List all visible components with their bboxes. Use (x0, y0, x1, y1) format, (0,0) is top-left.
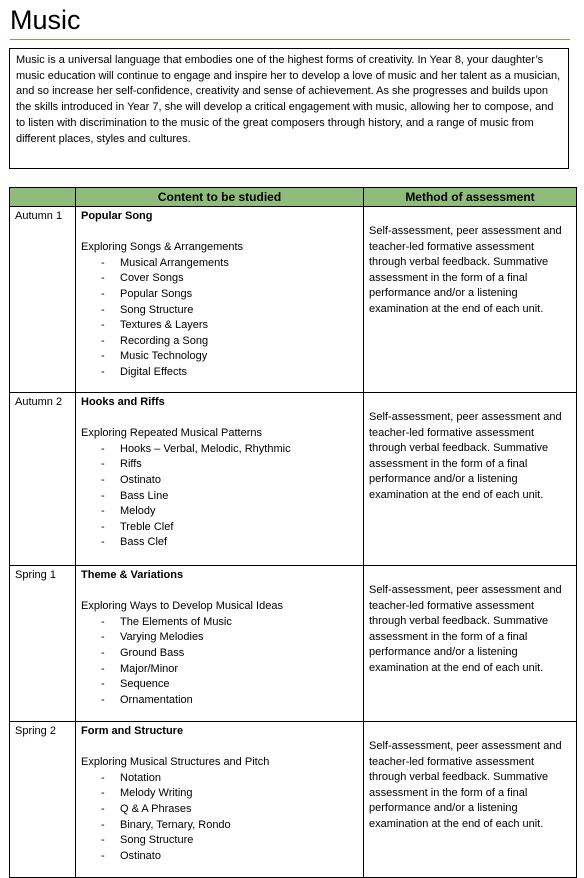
topic-item-list (81, 615, 358, 709)
term-cell: Autumn 2 (10, 393, 76, 566)
list-item: - Major/Minor (81, 662, 358, 678)
content-cell (76, 722, 364, 878)
topic-item-list (81, 256, 358, 381)
table-row (10, 722, 577, 878)
term-cell: Spring 1 (10, 566, 76, 722)
list-item: - Song Structure (81, 833, 358, 849)
list-item: - Bass Line (81, 489, 358, 505)
term-cell: Autumn 1 (10, 207, 76, 393)
list-item: - Ornamentation (81, 693, 358, 709)
title-underline (10, 39, 570, 40)
list-item: - Notation (81, 771, 358, 787)
topic-item-list (81, 442, 358, 551)
header-content: Content to be studied (76, 188, 364, 207)
page-title: Music (10, 5, 81, 35)
list-item: - Song Structure (81, 303, 358, 319)
topic-subtitle: Exploring Songs & Arrangements (81, 241, 244, 254)
table-row (10, 207, 577, 393)
list-item: - Binary, Ternary, Rondo (81, 818, 358, 834)
table-row (10, 566, 577, 722)
list-item: - Sequence (81, 677, 358, 693)
curriculum-table (9, 187, 577, 878)
assessment-cell: Self-assessment, peer assessment and teacher-led formative assessment through verbal feedback. Summative assessment in the form of a final performance and/or a listening examination at the end of each unit. (364, 393, 577, 566)
list-item: - Melody Writing (81, 786, 358, 802)
list-item: - Melody (81, 504, 358, 520)
topic-subtitle: Exploring Musical Structures and Pitch (81, 756, 270, 769)
topic-title: Form and Structure (81, 725, 184, 737)
topic-item-list (81, 771, 358, 865)
assessment-cell: Self-assessment, peer assessment and teacher-led formative assessment through verbal feedback. Summative assessment in the form of a final performance and/or a listening examination at the end of each unit. (364, 566, 577, 722)
list-item: - Ground Bass (81, 646, 358, 662)
list-item: - Textures & Layers (81, 318, 358, 334)
table-header-row (10, 188, 577, 207)
list-item: - Riffs (81, 457, 358, 473)
list-item: - Ostinato (81, 473, 358, 489)
topic-title: Theme & Variations (81, 569, 184, 581)
term-cell: Spring 2 (10, 722, 76, 878)
list-item: - Popular Songs (81, 287, 358, 303)
list-item: - The Elements of Music (81, 615, 358, 631)
list-item: - Cover Songs (81, 271, 358, 287)
list-item: - Treble Clef (81, 520, 358, 536)
table-row (10, 393, 577, 566)
list-item: - Hooks – Verbal, Melodic, Rhythmic (81, 442, 358, 458)
list-item: - Varying Melodies (81, 630, 358, 646)
content-cell (76, 566, 364, 722)
list-item: - Ostinato (81, 849, 358, 865)
list-item: - Bass Clef (81, 535, 358, 551)
list-item: - Q & A Phrases (81, 802, 358, 818)
topic-title: Popular Song (81, 210, 153, 222)
list-item: - Recording a Song (81, 334, 358, 350)
assessment-cell: Self-assessment, peer assessment and teacher-led formative assessment through verbal feedback. Summative assessment in the form of a final performance and/or a listening examination at the end of each unit. (364, 207, 577, 393)
list-item: - Musical Arrangements (81, 256, 358, 272)
content-cell (76, 207, 364, 393)
list-item: - Digital Effects (81, 365, 358, 381)
header-term (10, 188, 76, 207)
intro-paragraph: Music is a universal language that embodies one of the highest forms of creativity. In Year 8, your daughter’s music education will continue to engage and inspire her to develop a love of music and her talent as a musician, and so increase her self-confidence, creativity and sense of achievement. As she progresses and builds upon the skills introduced in Year 7, she will develop a critical engagement with music, allowing her to compose, and to listen with discrimination to the music of the great composers through history, and a range of music from different places, styles and cultures. (9, 48, 569, 169)
topic-title: Hooks and Riffs (81, 396, 165, 408)
list-item: - Music Technology (81, 349, 358, 365)
topic-subtitle: Exploring Repeated Musical Patterns (81, 427, 262, 440)
content-cell (76, 393, 364, 566)
header-assessment: Method of assessment (364, 188, 577, 207)
assessment-cell: Self-assessment, peer assessment and teacher-led formative assessment through verbal feedback. Summative assessment in the form of a final performance and/or a listening examination at the end of each unit. (364, 722, 577, 878)
topic-subtitle: Exploring Ways to Develop Musical Ideas (81, 600, 283, 613)
